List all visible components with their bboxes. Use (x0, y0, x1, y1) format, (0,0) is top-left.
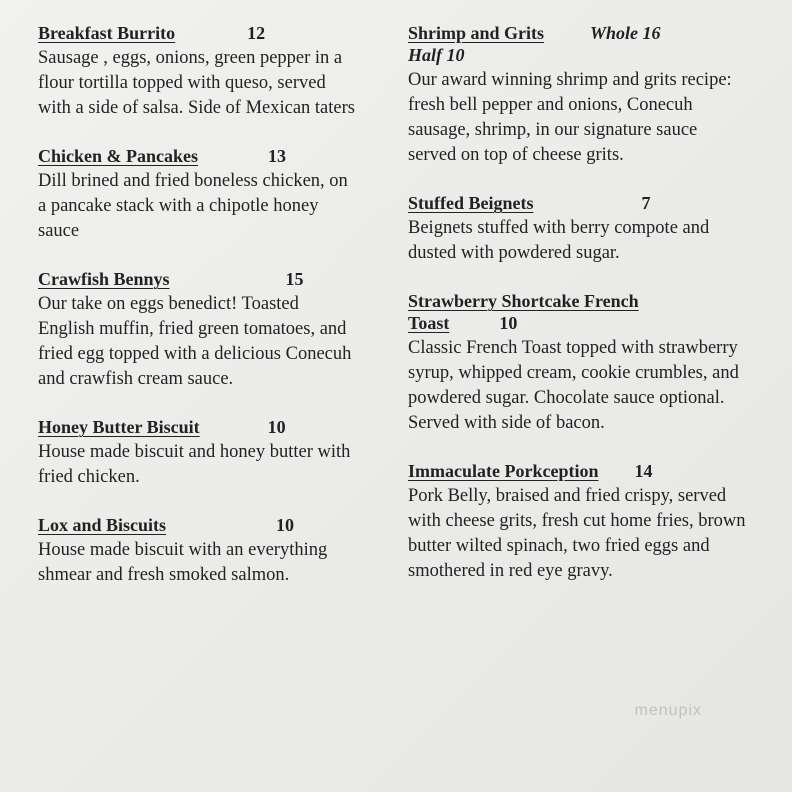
menu-item-heading (38, 22, 358, 44)
menu-item-description: Our take on eggs benedict! Toasted English muffin, fried green tomatoes, and fried egg topped with a delicious Conecuh and crawfish cream sauce. (38, 294, 352, 389)
menu-item-honey-butter-biscuit (38, 416, 358, 490)
menu-item-strawberry-shortcake-french-toast (408, 290, 748, 436)
menu-item-name: Crawfish Bennys (38, 269, 170, 289)
menu-item-chicken-pancakes (38, 145, 358, 244)
menu-item-description: House made biscuit with an everything shmear and fresh smoked salmon. (38, 540, 328, 585)
menu-item-price: 7 (641, 193, 651, 213)
menu-item-heading (38, 416, 358, 438)
menu-item-heading (38, 268, 358, 290)
menu-item-name: Chicken & Pancakes (38, 146, 199, 166)
menu-item-description: Beignets stuffed with berry compote and dusted with powdered sugar. (408, 218, 710, 263)
menu-item-heading-half (408, 44, 748, 66)
menu-item-price: 10 (499, 313, 518, 333)
menu-item-description: Pork Belly, braised and fried crispy, served with cheese grits, fresh cut home fries, brown butter wilted spinach, two fried eggs and smothered in red eye gravy. (408, 486, 746, 581)
menu-item-heading (408, 290, 748, 312)
menu-item-heading-line2 (408, 312, 748, 334)
menu-item-shrimp-and-grits (408, 22, 748, 168)
menu-item-crawfish-bennys (38, 268, 358, 392)
menu-item-heading (408, 22, 748, 44)
menu-item-name: Shrimp and Grits (408, 23, 545, 43)
menu-item-name: Immaculate Porkception (408, 461, 599, 481)
menu-item-price: 10 (267, 417, 286, 437)
menu-item-name-line2: Toast (408, 313, 450, 333)
menu-item-price: 14 (634, 461, 653, 481)
menu-item-heading (38, 514, 358, 536)
menu-item-description: Dill brined and fried boneless chicken, on a pancake stack with a chipotle honey sauce (38, 171, 348, 241)
menu-item-heading (408, 192, 748, 214)
menu-item-heading (408, 460, 748, 482)
menu-item-price: 15 (285, 269, 304, 289)
menu-item-name: Honey Butter Biscuit (38, 417, 200, 437)
menu-item-price-whole: Whole 16 (590, 23, 661, 43)
menu-item-breakfast-burrito (38, 22, 358, 121)
menu-column-right (408, 22, 748, 608)
menu-item-heading (38, 145, 358, 167)
menu-item-name-line1: Strawberry Shortcake French (408, 291, 639, 311)
menu-item-immaculate-porkception (408, 460, 748, 584)
menu-item-price-half: Half 10 (408, 45, 465, 65)
menu-item-name: Lox and Biscuits (38, 515, 167, 535)
menu-item-price: 13 (268, 146, 287, 166)
menu-column-left (38, 22, 358, 612)
menu-item-description: Our award winning shrimp and grits recipe: fresh bell pepper and onions, Conecuh sausage, shrimp, in our signature sauce served on top of cheese grits. (408, 70, 732, 165)
menu-item-stuffed-beignets (408, 192, 748, 266)
menu-item-lox-and-biscuits (38, 514, 358, 588)
menu-item-description: Classic French Toast topped with strawberry syrup, whipped cream, cookie crumbles, and powdered sugar. Chocolate sauce optional. Served with side of bacon. (408, 338, 739, 433)
menu-item-description: House made biscuit and honey butter with fried chicken. (38, 442, 351, 487)
menu-item-name: Breakfast Burrito (38, 23, 176, 43)
menu-item-description: Sausage , eggs, onions, green pepper in a flour tortilla topped with queso, served with a side of salsa. Side of Mexican taters (38, 48, 355, 118)
watermark-text: menupix (634, 702, 702, 719)
menu-item-price: 10 (276, 515, 295, 535)
menu-item-name: Stuffed Beignets (408, 193, 534, 213)
menu-item-price: 12 (247, 23, 266, 43)
